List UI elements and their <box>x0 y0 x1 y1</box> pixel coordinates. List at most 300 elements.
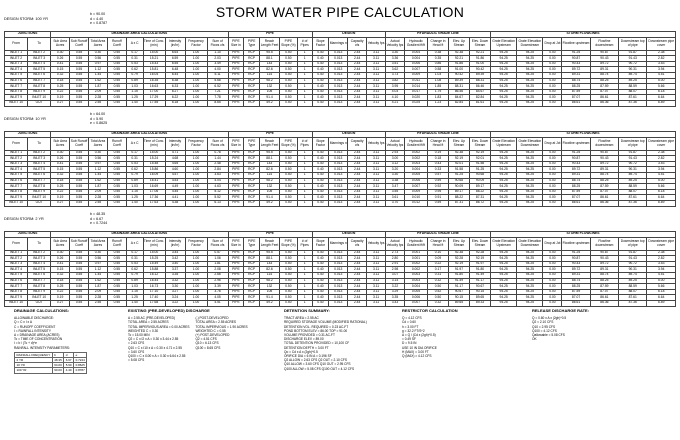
table-cell: 91.43 <box>619 56 647 62</box>
table-cell: 2.44 <box>348 289 367 295</box>
table-cell: 88.74 <box>590 272 618 278</box>
table-cell: 2.44 <box>348 72 367 78</box>
table-cell: 2.98 <box>386 267 405 273</box>
table-cell: 3.11 <box>367 150 386 156</box>
table-cell: 0.017 <box>404 89 427 95</box>
table-cell: 91.4 <box>260 95 280 101</box>
table-cell: 0.32 <box>428 300 449 306</box>
column-header: Slope Factor <box>312 37 329 50</box>
table-cell: 0.013 <box>329 256 348 262</box>
table-cell: 0.55 <box>70 289 89 295</box>
table-cell: 0.55 <box>107 150 126 156</box>
table-cell: 0.00 <box>543 72 562 78</box>
table-cell: 1 <box>297 256 312 262</box>
column-header: Actual Velocity fps <box>386 237 405 250</box>
table-cell: RCP <box>244 50 260 56</box>
rainfall-header: e <box>74 352 87 357</box>
table-cell: 16.69 <box>143 184 165 190</box>
table-cell: 2.28 <box>88 95 107 101</box>
table-cell: 0.013 <box>329 267 348 273</box>
text-line: D = 9.5 IN <box>402 341 417 346</box>
table-cell: INLET 1 <box>5 250 28 256</box>
table-cell: 87.59 <box>562 189 590 195</box>
table-cell: 0.013 <box>329 200 348 206</box>
table-cell: 1 <box>297 267 312 273</box>
column-header: Mannings n <box>329 37 348 50</box>
column-header: Downstream pipe cover <box>647 237 676 250</box>
table-cell: 0.50 <box>279 300 297 306</box>
table-cell: 0.00 <box>543 261 562 267</box>
table-cell: 87.59 <box>590 184 618 190</box>
table-cell: 0.91 <box>428 195 449 201</box>
table-cell: 0.62 <box>126 267 143 273</box>
table-cell: 1.00 <box>185 72 207 78</box>
table-cell: 0.013 <box>329 95 348 101</box>
column-header: Flowline upstream <box>562 237 590 250</box>
text-line: Cd = 0.60 <box>402 320 416 325</box>
table-cell: 0.22 <box>428 261 449 267</box>
table-cell: INLET 9 <box>28 89 51 95</box>
table-cell: 0.55 <box>107 178 126 184</box>
table-cell: 88.25 <box>590 78 618 84</box>
table-cell: 0.55 <box>70 150 89 156</box>
table-cell: 1 <box>297 100 312 106</box>
table-cell: 92.01 <box>469 156 490 162</box>
table-cell: 0.00 <box>543 150 562 156</box>
table-cell: 1 <box>297 156 312 162</box>
table-cell: 1.62 <box>88 178 107 184</box>
table-cell: 0.27 <box>51 100 70 106</box>
table-cell: 1 <box>297 150 312 156</box>
table-cell: 94.25 <box>491 50 517 56</box>
text-line: TOTAL IMPERVIOUS = 1.90 ACRES <box>195 324 248 329</box>
table-cell: 2.44 <box>348 189 367 195</box>
rainfall-cell: 5.90 <box>65 363 72 368</box>
table-cell: 90.68 <box>448 178 469 184</box>
table-cell: 88.1 <box>260 256 280 262</box>
table-cell: 0.55 <box>70 284 89 290</box>
text-line: I = RAINFALL INTENSITY <box>14 328 51 333</box>
column-header: # of Pipes <box>297 137 312 150</box>
table-cell: 1.00 <box>185 78 207 84</box>
table-cell: 88.74 <box>590 72 618 78</box>
group-header: JUNCTIONS <box>5 32 51 38</box>
table-cell: PIPE <box>228 167 244 173</box>
table-cell: 89.74 <box>619 72 647 78</box>
table-cell: INLET 4 <box>28 61 51 67</box>
table-cell: 2.09 <box>88 289 107 295</box>
table-cell: 0.55 <box>107 184 126 190</box>
table-cell: 88.22 <box>448 195 469 201</box>
table-cell: 3.11 <box>367 250 386 256</box>
text-line: (-) POST-DEVELOPED <box>195 316 229 321</box>
table-cell: INLET 8 <box>28 84 51 90</box>
table-cell: 4.04 <box>207 178 228 184</box>
table-cell: 6.52 <box>207 84 228 90</box>
table-cell: INLET 10 <box>5 300 28 306</box>
table-cell: 94.25 <box>491 95 517 101</box>
table-cell: 4.10 <box>386 95 405 101</box>
coefficient-line: d = 6.67 <box>90 216 104 221</box>
column-header: Velocity fps <box>367 37 386 50</box>
column-header: Time of Conc. (min) <box>143 237 165 250</box>
table-cell: 90.72 <box>619 261 647 267</box>
column-header: A x C <box>126 137 143 150</box>
table-cell: 91.97 <box>448 267 469 273</box>
table-cell: INLET 3 <box>28 256 51 262</box>
table-cell: 94.25 <box>517 72 543 78</box>
table-cell: 3.42 <box>165 256 185 262</box>
column-header: Hydraulic Gradient ft/ft <box>404 237 427 250</box>
table-cell: PIPE <box>228 284 244 290</box>
table-cell: 0.013 <box>329 161 348 167</box>
table-cell: OUT <box>28 200 51 206</box>
table-cell: INLET 5 <box>5 72 28 78</box>
drainage-title: DRAINAGE CALCULATIONS: <box>14 308 70 313</box>
table-cell: INLET 8 <box>5 89 28 95</box>
table-cell: 1.85 <box>428 84 449 90</box>
table-cell: 0.00 <box>543 250 562 256</box>
column-header: Time of Conc. (min) <box>143 137 165 150</box>
table-cell: 15.81 <box>143 67 165 73</box>
table-cell: 90.87 <box>590 150 618 156</box>
table-cell: 89.72 <box>562 67 590 73</box>
table-cell: OUT <box>28 100 51 106</box>
table-cell: 2.44 <box>348 95 367 101</box>
table-cell: 94.25 <box>491 289 517 295</box>
release-lines <box>532 316 652 341</box>
coefficient-line: b = 48.35 <box>90 212 106 216</box>
table-cell: PIPE <box>228 156 244 162</box>
table-cell: 0.89 <box>126 78 143 84</box>
table-cell: 0.020 <box>404 95 427 101</box>
column-header: Intensity (in/hr) <box>165 37 185 50</box>
table-cell: 0.40 <box>312 184 329 190</box>
table-cell: 94.25 <box>491 89 517 95</box>
table-cell: RCP <box>244 161 260 167</box>
table-cell: 89.31 <box>562 272 590 278</box>
table-cell: 15.25 <box>143 256 165 262</box>
table-cell: 94.25 <box>491 200 517 206</box>
table-cell: 94.25 <box>491 178 517 184</box>
table-cell: 0.013 <box>329 250 348 256</box>
column-header: Change in Head ft <box>428 237 449 250</box>
table-cell: 0.010 <box>404 195 427 201</box>
existing-discharge <box>128 309 288 362</box>
table-cell: 1 <box>297 178 312 184</box>
table-cell: 0.00 <box>543 267 562 273</box>
table-cell: 3.38 <box>386 178 405 184</box>
column-header: Runoff Coeff <box>107 237 126 250</box>
column-header: Intensity (in/hr) <box>165 237 185 250</box>
text-line: H (MAX) = 3.00 FT <box>402 349 429 354</box>
text-line: Tc = 15.00 MIN <box>128 333 150 338</box>
table-cell: 6.27 <box>165 89 185 95</box>
restrictor-lines <box>402 316 502 358</box>
table-cell: 4.21 <box>386 100 405 106</box>
table-cell: 0.32 <box>51 172 70 178</box>
table-cell: 91.87 <box>619 150 647 156</box>
table-cell: INLET 4 <box>5 67 28 73</box>
intensity-coefficients <box>90 112 107 126</box>
table-cell: 1.15 <box>126 189 143 195</box>
table-cell: 0.33 <box>428 167 449 173</box>
column-header: Elev. Up Stream <box>448 137 469 150</box>
table-cell: 94.25 <box>517 261 543 267</box>
table-cell: PIPE <box>228 150 244 156</box>
table-cell: 3.14 <box>386 278 405 284</box>
table-cell: 0.50 <box>279 178 297 184</box>
table-cell: 89.39 <box>448 78 469 84</box>
table-cell: 0.55 <box>107 161 126 167</box>
text-line: Q10 = C x I10 x A = 0.30 x 4.71 x 2.55 <box>128 345 182 350</box>
table-cell: INLET 4 <box>5 167 28 173</box>
table-cell: 91.80 <box>448 272 469 278</box>
table-cell: 86.61 <box>562 200 590 206</box>
table-cell: 4.71 <box>165 150 185 156</box>
table-cell: 6.22 <box>165 95 185 101</box>
table-cell: 94.25 <box>517 56 543 62</box>
table-cell: INLET 9 <box>5 195 28 201</box>
text-line: Q2 = 4.51 CFS <box>195 337 217 342</box>
table-cell: PIPE <box>228 184 244 190</box>
table-cell: INLET 9 <box>5 295 28 301</box>
group-header: JUNCTIONS <box>5 232 51 238</box>
table-cell: RCP <box>244 95 260 101</box>
table-cell: 88.74 <box>562 78 590 84</box>
table-cell: 0.25 <box>51 184 70 190</box>
table-cell: 94.25 <box>517 89 543 95</box>
table-cell: 6.18 <box>647 89 676 95</box>
table-cell: INLET 2 <box>5 156 28 162</box>
table-cell: 8.65 <box>207 100 228 106</box>
table-cell: RCP <box>244 178 260 184</box>
table-cell: 2.44 <box>348 200 367 206</box>
table-cell: 2.80 <box>386 256 405 262</box>
table-cell: 94.25 <box>517 178 543 184</box>
table-cell: 90.43 <box>562 261 590 267</box>
text-line: Q = 0.60 x A x (2gh)^0.5 <box>532 316 567 321</box>
table-cell: 1.00 <box>185 61 207 67</box>
table-cell: 3.76 <box>207 289 228 295</box>
table-cell: 5.66 <box>647 184 676 190</box>
table-cell: 16.44 <box>143 278 165 284</box>
table-cell: 0.009 <box>404 189 427 195</box>
table-cell: 0.012 <box>404 200 427 206</box>
table-cell: 91.86 <box>469 56 490 62</box>
table-cell: 0.50 <box>279 84 297 90</box>
table-cell: 0.32 <box>51 72 70 78</box>
table-cell: 0.19 <box>51 95 70 101</box>
table-cell: RCP <box>244 278 260 284</box>
table-cell: 88.25 <box>590 178 618 184</box>
table-cell: 0.55 <box>70 250 89 256</box>
table-cell: 16.12 <box>143 272 165 278</box>
table-cell: 1.00 <box>185 84 207 90</box>
table-cell: 0.00 <box>543 178 562 184</box>
table-cell: 0.013 <box>329 100 348 106</box>
table-cell: 0.013 <box>329 284 348 290</box>
table-cell: 0.006 <box>404 61 427 67</box>
table-cell: 105 <box>260 189 280 195</box>
table-cell: 89.72 <box>562 267 590 273</box>
table-cell: 3.73 <box>386 72 405 78</box>
table-cell: 17.36 <box>143 195 165 201</box>
text-line: REQUIRED STORAGE VOLUME (MODIFIED RATIONAL) <box>284 320 367 325</box>
table-cell: RCP <box>244 261 260 267</box>
table-cell: 91.49 <box>448 278 469 284</box>
table-cell: 6.64 <box>647 195 676 201</box>
table-cell: 98.2 <box>260 178 280 184</box>
column-header: PIPE Size in <box>228 237 244 250</box>
column-header: To <box>28 137 51 150</box>
column-header: Elev. Down Stream <box>469 237 490 250</box>
column-header: PIPE Type <box>244 137 260 150</box>
table-cell: 92.19 <box>448 261 469 267</box>
table-cell: 1.00 <box>185 289 207 295</box>
table-cell: 2.38 <box>647 250 676 256</box>
table-cell: 88.74 <box>590 172 618 178</box>
table-cell: 0.50 <box>428 284 449 290</box>
table-cell: 0.00 <box>543 56 562 62</box>
table-cell: 17.40 <box>143 295 165 301</box>
table-cell: 0.17 <box>428 267 449 273</box>
column-header: Total Area Acres <box>88 237 107 250</box>
table-cell: 0.40 <box>312 272 329 278</box>
text-line: VOLUME PROVIDED = 0.31 AC-FT <box>284 333 335 338</box>
column-header: Mannings n <box>329 137 348 150</box>
table-cell: 0.57 <box>428 172 449 178</box>
table-cell: 3.63 <box>207 172 228 178</box>
table-cell: 3.30 <box>386 50 405 56</box>
table-cell: 3.11 <box>367 295 386 301</box>
table-cell: 2.48 <box>207 161 228 167</box>
table-cell: 0.50 <box>279 56 297 62</box>
column-header: Frequency Factor <box>185 137 207 150</box>
column-header: # of Pipes <box>297 37 312 50</box>
table-cell: RCP <box>244 250 260 256</box>
table-cell: INLET 3 <box>5 261 28 267</box>
table-cell: 3.30 <box>165 284 185 290</box>
table-cell: 5.00 <box>647 78 676 84</box>
table-cell: 0.55 <box>70 195 89 201</box>
table-cell: 1.62 <box>88 278 107 284</box>
table-cell: 0.00 <box>543 272 562 278</box>
release-discharge <box>532 309 652 341</box>
table-cell: 3.40 <box>165 261 185 267</box>
table-cell: 6.13 <box>207 200 228 206</box>
text-line: Q100 = 8.65 CFS <box>195 345 221 350</box>
table-cell: 2.28 <box>88 195 107 201</box>
table-cell: 0.27 <box>51 300 70 306</box>
table-cell: 0.55 <box>107 267 126 273</box>
table-cell: 90.43 <box>562 61 590 67</box>
table-cell: 91.25 <box>562 250 590 256</box>
text-line: USE 10 IN DIA ORIFICE <box>402 345 437 350</box>
table-cell: INLET 4 <box>5 267 28 273</box>
table-cell: 3.94 <box>647 67 676 73</box>
table-cell: 1.15 <box>126 89 143 95</box>
table-cell: INLET 5 <box>28 167 51 173</box>
table-cell: 0.50 <box>279 278 297 284</box>
table-cell: 2.44 <box>348 295 367 301</box>
table-cell: 87.36 <box>619 200 647 206</box>
table-cell: 0.013 <box>329 61 348 67</box>
table-cell: 94.25 <box>491 250 517 256</box>
table-cell: 92.38 <box>448 150 469 156</box>
table-cell: 94.25 <box>491 278 517 284</box>
group-header: STORM FLOWLINES <box>491 32 676 38</box>
table-cell: 0.013 <box>329 278 348 284</box>
table-cell: 1.62 <box>88 78 107 84</box>
table-cell: 0.55 <box>107 261 126 267</box>
table-cell: 94.25 <box>491 295 517 301</box>
table-cell: 2.09 <box>88 89 107 95</box>
table-cell: 0.22 <box>51 89 70 95</box>
table-cell: 2.55 <box>88 300 107 306</box>
table-cell: 94.25 <box>517 95 543 101</box>
table-cell: 0.011 <box>404 78 427 84</box>
table-cell: 1.00 <box>185 172 207 178</box>
table-cell: 0.004 <box>404 50 427 56</box>
table-cell: 86.36 <box>590 300 618 306</box>
table-cell: 0.15 <box>51 167 70 173</box>
table-cell: 87.07 <box>562 295 590 301</box>
table-cell: INLET 2 <box>28 250 51 256</box>
table-cell: 1.00 <box>185 150 207 156</box>
group-header: DRAINAGE AREA CALCULATIONS <box>51 232 228 238</box>
table-cell: 1.87 <box>88 284 107 290</box>
table-cell: 94.25 <box>517 295 543 301</box>
table-cell: PIPE <box>228 100 244 106</box>
table-cell: 94.25 <box>491 261 517 267</box>
table-cell: 2.55 <box>88 200 107 206</box>
table-cell: 1.00 <box>185 189 207 195</box>
table-cell: PIPE <box>228 61 244 67</box>
table-cell: 0.41 <box>51 261 70 267</box>
column-header: Sub Area Acres <box>51 37 70 50</box>
column-header: Intensity (in/hr) <box>165 137 185 150</box>
text-line: A = Q / (Cd x (2gh)^0.5) <box>402 333 436 338</box>
table-cell: 94.25 <box>517 195 543 201</box>
table-cell: 89.31 <box>590 267 618 273</box>
table-cell: 87.07 <box>562 195 590 201</box>
column-header: Elev. Up Stream <box>448 37 469 50</box>
table-cell: 0.007 <box>404 300 427 306</box>
table-cell: 2.28 <box>88 295 107 301</box>
table-cell: 1.87 <box>88 184 107 190</box>
design-storm-label: DESIGN STORM: 100 YR <box>4 17 48 21</box>
pipe-calculation-table <box>4 31 676 107</box>
table-cell: 88.59 <box>619 284 647 290</box>
table-cell: 86.61 <box>562 300 590 306</box>
table-cell: 0.003 <box>404 278 427 284</box>
table-cell: 2.44 <box>348 78 367 84</box>
table-cell: 0.55 <box>70 161 89 167</box>
column-header: Capacity cfs <box>348 237 367 250</box>
table-cell: 2.44 <box>348 89 367 95</box>
table-cell: 2.44 <box>348 278 367 284</box>
table-cell: 3.51 <box>386 61 405 67</box>
table-cell: 2.44 <box>348 150 367 156</box>
table-cell: 6.18 <box>647 289 676 295</box>
rainfall-cell: 0.8787 <box>75 368 85 373</box>
table-cell: INLET 1 <box>5 50 28 56</box>
table-cell: 0.55 <box>70 50 89 56</box>
table-cell: 89.25 <box>619 178 647 184</box>
column-header: Frequency Factor <box>185 37 207 50</box>
column-header: Capacity cfs <box>348 137 367 150</box>
